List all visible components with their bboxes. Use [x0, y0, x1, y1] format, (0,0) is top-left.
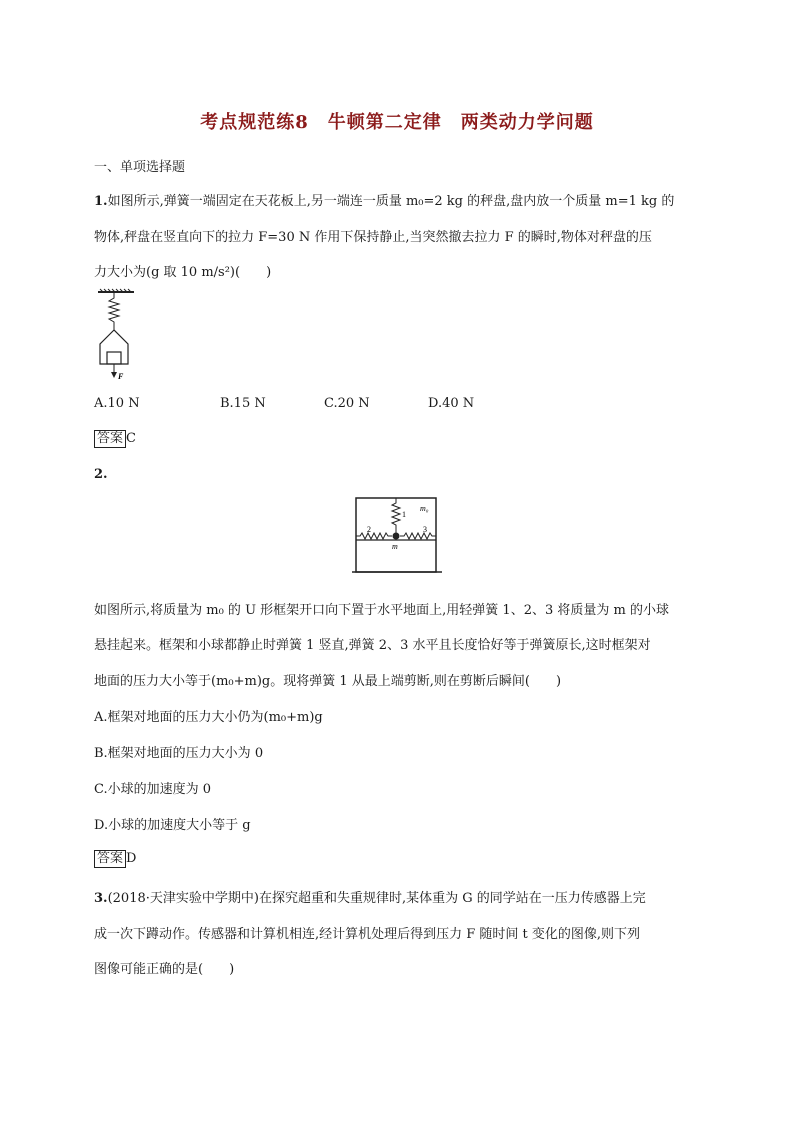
q2-option-c: C.小球的加速度为 0 [94, 782, 212, 797]
q2-option-b: B.框架对地面的压力大小为 0 [94, 746, 264, 761]
q2-fig-label-2: 2 [367, 525, 371, 534]
q1-spring-scale-figure [94, 288, 144, 380]
q2-answer-value: D [126, 851, 137, 866]
q2-frame-figure [348, 494, 448, 578]
answer-label: 答案 [94, 430, 126, 448]
q2-fig-label-1: 1 [402, 510, 406, 519]
q1-answer-value: C [126, 431, 136, 446]
q1-option-d: D.40 N [428, 396, 475, 411]
q1-number: 1. [94, 194, 108, 209]
q2-number: 2. [94, 467, 108, 482]
q3-line1 [94, 887, 646, 906]
q1-option-c: C.20 N [324, 396, 370, 411]
q2-text-line1: 如图所示,将质量为 m₀ 的 U 形框架开口向下置于水平地面上,用轻弹簧 1、2、3 将质量为 m 的小球 [94, 603, 669, 618]
section-heading: 一、单项选择题 [94, 160, 186, 175]
q2-fig-label-m0: m₀ [420, 504, 429, 513]
answer-label: 答案 [94, 850, 126, 868]
q2-fig-label-m: m [392, 542, 398, 551]
q1-text-line1: 如图所示,弹簧一端固定在天花板上,另一端连一质量 m₀=2 kg 的秤盘,盘内放一个质量 m=1 kg 的 [107, 194, 675, 209]
q1-text-line3: 力大小为(g 取 10 m/s²)( ) [94, 265, 272, 280]
q1-option-a: A.10 N [94, 396, 140, 411]
q2-option-a: A.框架对地面的压力大小仍为(m₀+m)g [94, 710, 323, 725]
q1-line1 [94, 190, 674, 209]
q2-fig-label-3: 3 [423, 525, 427, 534]
q2-text-line3: 地面的压力大小等于(m₀+m)g。现将弹簧 1 从最上端剪断,则在剪断后瞬间( ) [94, 674, 562, 689]
q1-answer [94, 430, 136, 448]
q3-text-line3: 图像可能正确的是( ) [94, 962, 235, 977]
q2-option-d: D.小球的加速度大小等于 g [94, 818, 251, 833]
q1-option-b: B.15 N [220, 396, 266, 411]
q3-number: 3. [94, 891, 108, 906]
q1-text-line2: 物体,秤盘在竖直向下的拉力 F=30 N 作用下保持静止,当突然撤去拉力 F 的瞬时,物体对秤盘的压 [94, 230, 652, 245]
page-title: 考点规范练8 牛顿第二定律 两类动力学问题 [200, 112, 594, 133]
q1-fig-label-f: F [118, 372, 124, 380]
q2-answer [94, 850, 136, 868]
q3-text-line2: 成一次下蹲动作。传感器和计算机相连,经计算机处理后得到压力 F 随时间 t 变化的图像,则下列 [94, 927, 641, 942]
q2-text-line2: 悬挂起来。框架和小球都静止时弹簧 1 竖直,弹簧 2、3 水平且长度恰好等于弹簧原长,这时框架对 [94, 638, 651, 653]
q1-options [94, 396, 474, 411]
q3-text-line1: (2018·天津实验中学期中)在探究超重和失重规律时,某体重为 G 的同学站在一压力传感器上完 [107, 891, 646, 906]
